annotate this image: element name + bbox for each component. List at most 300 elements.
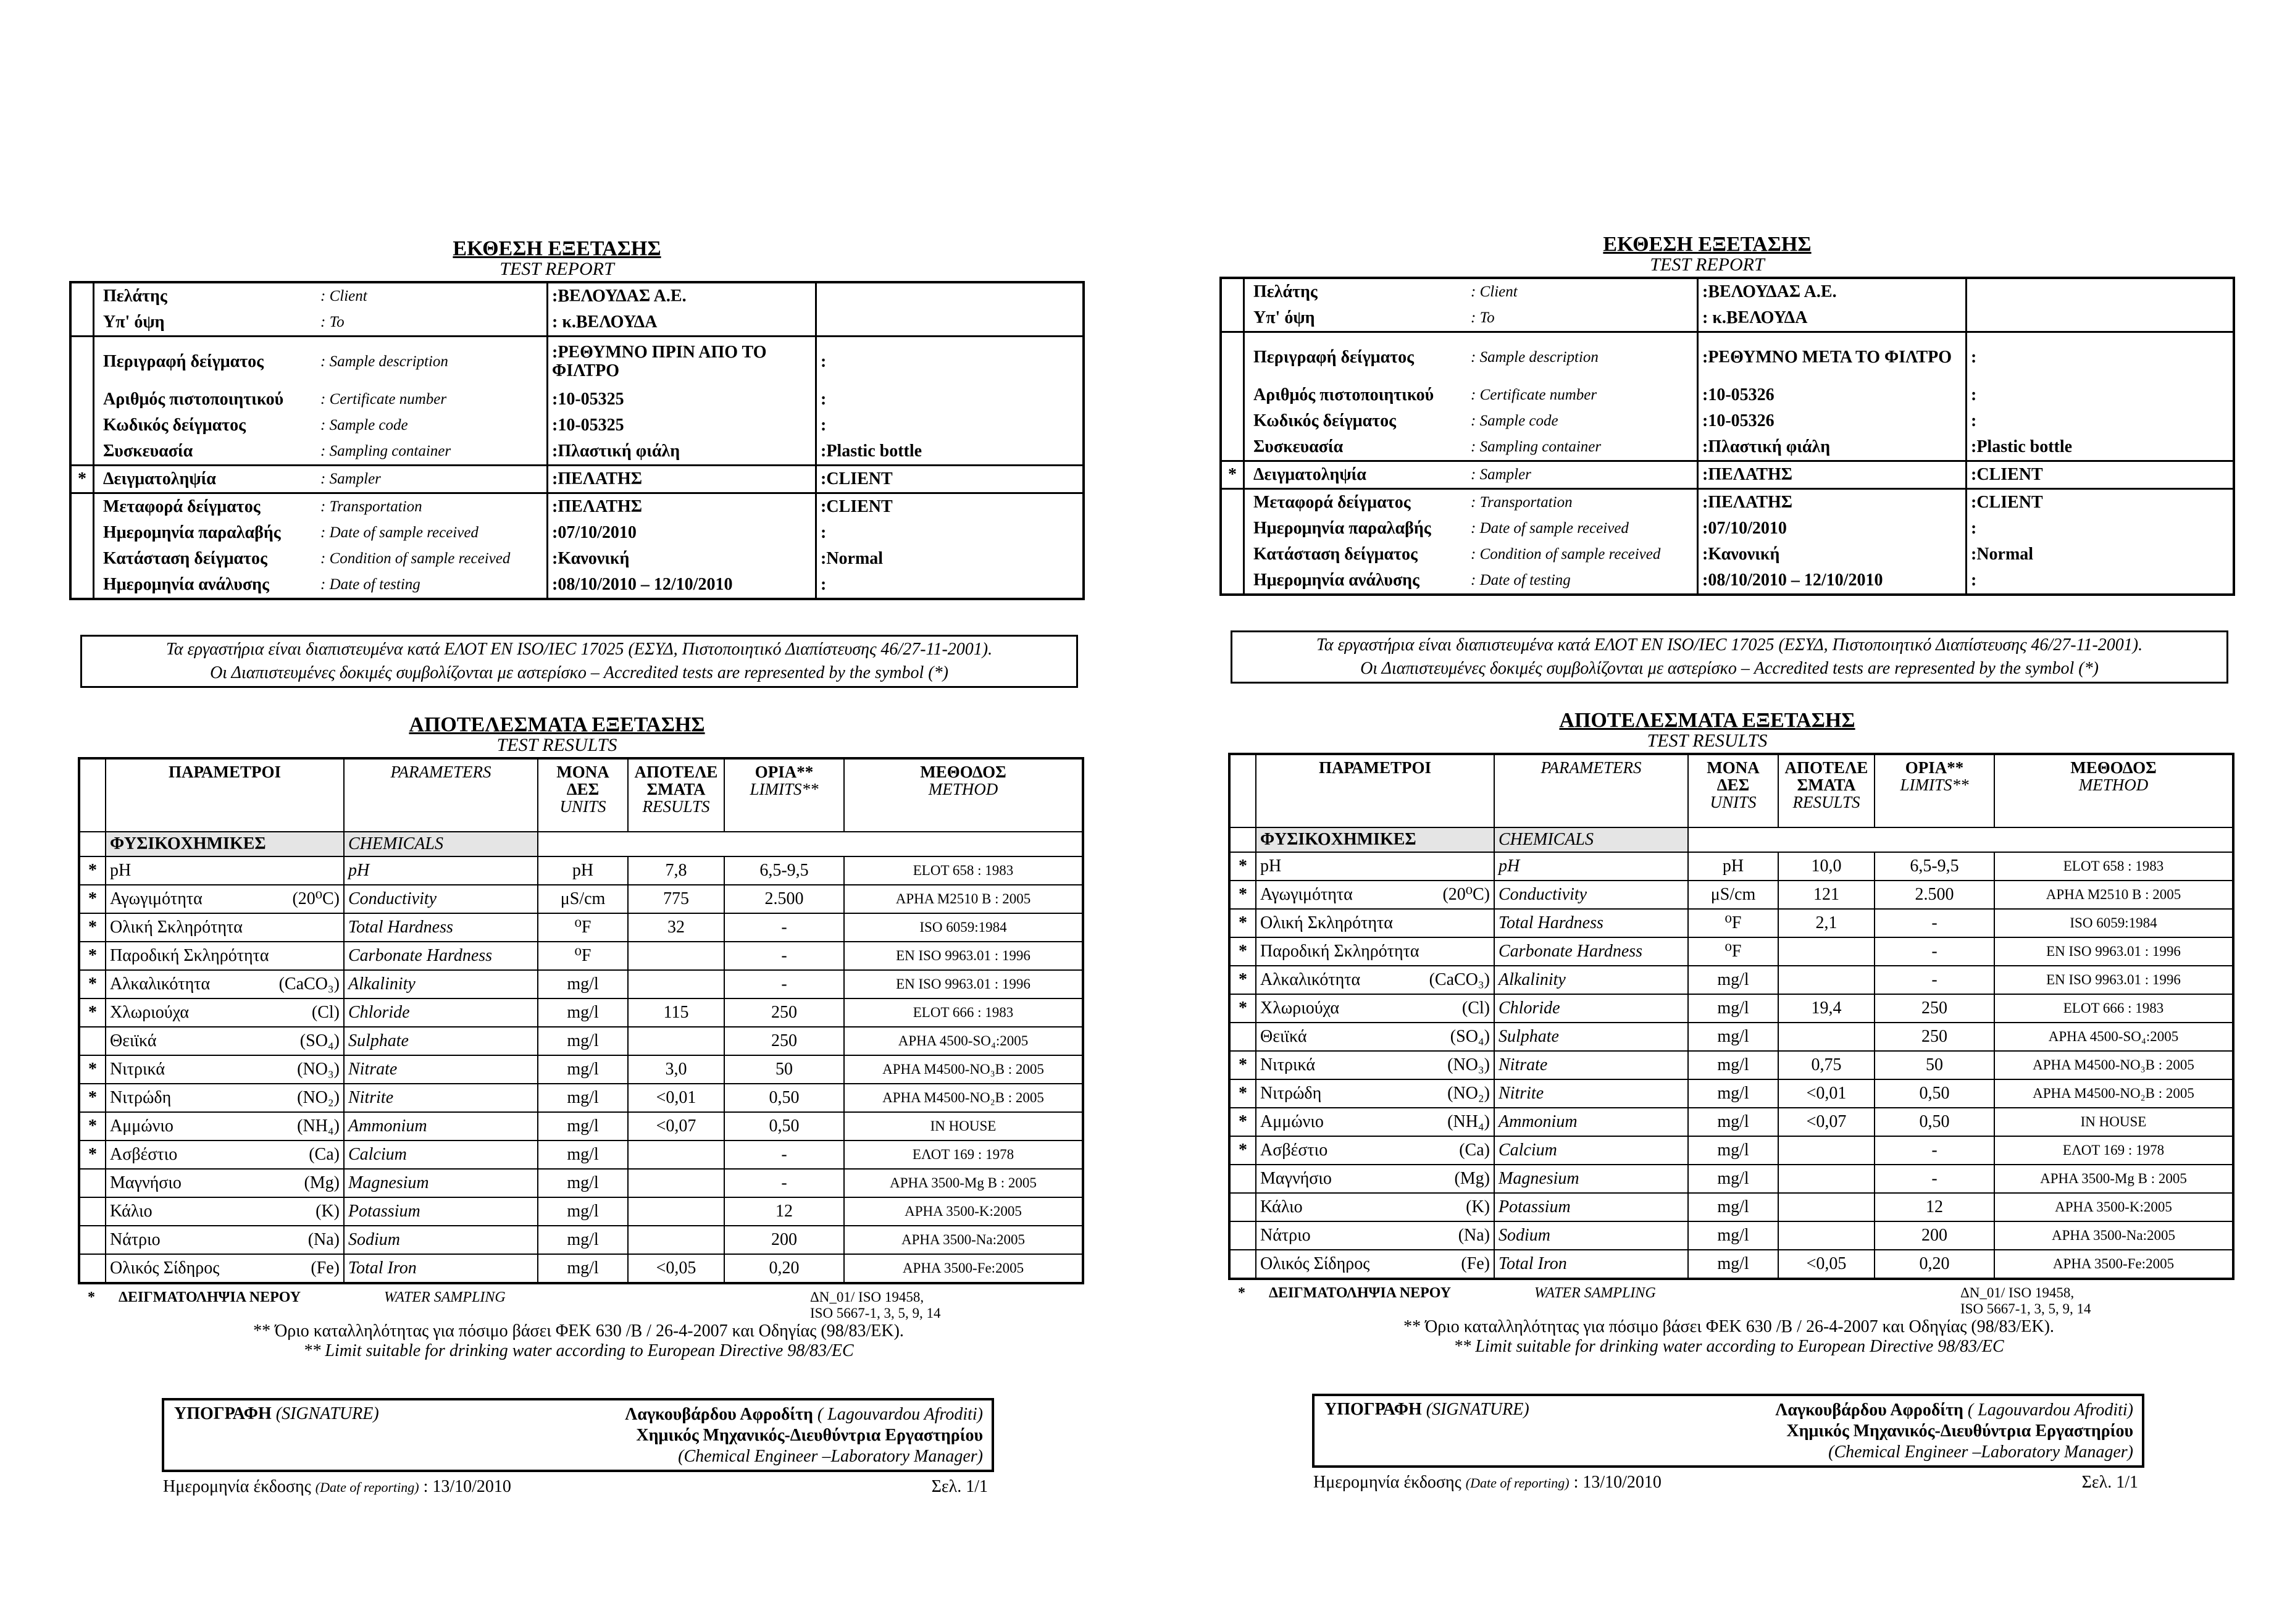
info-v1: :Πλαστική φιάλη: [1698, 434, 1967, 461]
info-row: [1221, 332, 2234, 383]
result-row: [79, 1055, 1083, 1084]
water-sampling-row: [1238, 1285, 2238, 1317]
info-star: [1221, 278, 1244, 305]
method-cell: APHA M4500-NO₃B : 2005: [1994, 1051, 2233, 1079]
header-units: ΜΟΝΑ ΔΕΣ UNITS: [1688, 754, 1778, 827]
accredited-star: [1229, 1250, 1256, 1279]
info-v2: [1967, 305, 2234, 332]
info-row: [1221, 489, 2234, 516]
header-limits: ΟΡΙΑ** LIMITS**: [1875, 754, 1994, 827]
result-cell: [1778, 966, 1875, 994]
limit-cell: 12: [724, 1197, 844, 1226]
info-v1: :07/10/2010: [1698, 516, 1967, 542]
info-star: [1221, 332, 1244, 383]
unit-cell: mg/l: [538, 1141, 628, 1169]
signature-box: [1312, 1394, 2144, 1468]
limit-cell: -: [724, 1141, 844, 1169]
unit-cell: mg/l: [538, 970, 628, 998]
method-cell: EN ISO 9963.01 : 1996: [844, 970, 1083, 998]
accredited-star: *: [1229, 852, 1256, 881]
signatory: Λαγκουβάρδου Αφροδίτη ( Lagouvardou Afroditi) Χημικός Μηχανικός-Διευθύντρια Εργαστηρίου (Chemical Engineer –Laboratory Manager): [625, 1405, 983, 1466]
info-row: [1221, 461, 2234, 489]
limit-cell: 200: [1875, 1221, 1994, 1250]
result-cell: [1778, 1193, 1875, 1221]
limit-cell: 0,50: [724, 1084, 844, 1112]
accredited-star: [1229, 1165, 1256, 1193]
results-table: [1228, 753, 2234, 1280]
parameter-gl: Αγωγιμότητα (20⁰C): [1256, 881, 1494, 909]
parameter-en: Nitrite: [1494, 1079, 1688, 1108]
report-title: ΕΚΘΕΣΗ ΕΞΕΤΑΣΗΣ: [1603, 233, 1812, 256]
info-v2: :: [1967, 408, 2234, 434]
method-cell: APHA M4500-NO₂B : 2005: [844, 1084, 1083, 1112]
parameter-gl: Ασβέστιο (Ca): [106, 1141, 344, 1169]
result-cell: [628, 970, 724, 998]
parameter-en: Total Hardness: [1494, 909, 1688, 937]
results-subtitle: TEST RESULTS: [1647, 730, 1768, 751]
result-cell: [628, 942, 724, 970]
method-cell: APHA 3500-Mg B : 2005: [1994, 1165, 2233, 1193]
info-v1: :Κανονική: [1698, 542, 1967, 567]
accredited-star: *: [1229, 966, 1256, 994]
info-v2: :: [816, 572, 1084, 599]
info-v1: :Κανονική: [548, 546, 816, 572]
info-en: : Client: [1471, 283, 1518, 300]
info-en: : Date of sample received: [1471, 520, 1629, 537]
info-gl: Υπ' όψη: [103, 312, 165, 332]
results-title: ΑΠΟΤΕΛΕΣΜΑΤΑ ΕΞΕΤΑΣΗΣ: [409, 713, 705, 736]
parameter-en: Carbonate Hardness: [344, 942, 538, 970]
parameter-en: Carbonate Hardness: [1494, 937, 1688, 966]
unit-cell: mg/l: [1688, 994, 1778, 1023]
parameter-en: Nitrate: [344, 1055, 538, 1084]
info-row: [70, 282, 1084, 309]
parameter-gl: Νάτριο (Na): [1256, 1221, 1494, 1250]
info-row: [70, 572, 1084, 599]
unit-cell: mg/l: [1688, 1023, 1778, 1051]
info-v2: :: [816, 337, 1084, 387]
info-v2: :: [1967, 567, 2234, 595]
method-cell: ISO 6059:1984: [1994, 909, 2233, 937]
issue-date: Ημερομηνία έκδοσης (Date of reporting) : 13/10/2010: [1313, 1473, 1662, 1492]
result-row: [79, 942, 1083, 970]
result-row: [1229, 937, 2233, 966]
info-gl: Κατάσταση δείγματος: [103, 549, 267, 568]
parameter-en: Potassium: [344, 1197, 538, 1226]
result-cell: <0,07: [628, 1112, 724, 1141]
method-cell: ISO 6059:1984: [844, 913, 1083, 942]
info-v1: :ΠΕΛΑΤΗΣ: [548, 466, 816, 493]
accredited-star: *: [1229, 1079, 1256, 1108]
info-v2: :Normal: [1967, 542, 2234, 567]
header-star-cell: [79, 758, 106, 832]
info-v2: :Plastic bottle: [1967, 434, 2234, 461]
result-cell: <0,05: [1778, 1250, 1875, 1279]
info-gl: Κατάσταση δείγματος: [1253, 545, 1418, 564]
info-v1: :10-05326: [1698, 382, 1967, 408]
limit-cell: -: [724, 1169, 844, 1197]
result-cell: <0,07: [1778, 1108, 1875, 1136]
result-row: [79, 1226, 1083, 1254]
info-star: [1221, 489, 1244, 516]
info-gl: Αριθμός πιστοποιητικού: [1253, 385, 1434, 404]
info-en: : To: [1471, 309, 1495, 326]
accredited-star: [79, 1226, 106, 1254]
result-row: [1229, 1193, 2233, 1221]
test-report-before-filter: [69, 238, 1088, 1497]
limit-cell: -: [1875, 937, 1994, 966]
accredited-star: *: [1229, 1051, 1256, 1079]
sampling-gl: ΔΕΙΓΜΑΤΟΛΗΨΙΑ ΝΕΡΟΥ: [1269, 1285, 1452, 1301]
info-gl: Κωδικός δείγματος: [1253, 411, 1396, 430]
header-limits: ΟΡΙΑ** LIMITS**: [724, 758, 844, 832]
result-cell: 7,8: [628, 856, 724, 885]
info-star: [1221, 516, 1244, 542]
parameter-en: Potassium: [1494, 1193, 1688, 1221]
signatory: Λαγκουβάρδου Αφροδίτη ( Lagouvardou Afroditi) Χημικός Μηχανικός-Διευθύντρια Εργαστηρίου (Chemical Engineer –Laboratory Manager): [1775, 1400, 2133, 1462]
result-row: [1229, 1051, 2233, 1079]
info-en: : Date of testing: [320, 576, 420, 593]
result-row: [79, 1084, 1083, 1112]
result-cell: <0,01: [1778, 1079, 1875, 1108]
info-v1: :08/10/2010 – 12/10/2010: [1698, 567, 1967, 595]
parameter-gl: Νιτρώδη (NO₂): [1256, 1079, 1494, 1108]
sampling-star: *: [1238, 1285, 1245, 1301]
method-cell: APHA 4500-SO₄:2005: [844, 1027, 1083, 1055]
info-v1: :ΡΕΘΥΜΝΟ ΠΡΙΝ ΑΠΟ ΤΟ ΦΙΛΤΡΟ: [548, 337, 816, 387]
result-row: [79, 1112, 1083, 1141]
report-subtitle: TEST REPORT: [1650, 254, 1765, 275]
unit-cell: mg/l: [1688, 1250, 1778, 1279]
info-v1: :10-05325: [548, 387, 816, 412]
parameter-gl: Χλωριούχα (Cl): [1256, 994, 1494, 1023]
category-gl: ΦΥΣΙΚΟΧΗΜΙΚΕΣ: [1256, 827, 1494, 852]
accredited-star: *: [1229, 937, 1256, 966]
header-parameters-en: PARAMETERS: [344, 758, 538, 832]
result-cell: <0,01: [628, 1084, 724, 1112]
result-cell: 0,75: [1778, 1051, 1875, 1079]
signature-box: [162, 1398, 994, 1472]
limit-cell: 250: [724, 1027, 844, 1055]
method-cell: APHA 3500-Na:2005: [1994, 1221, 2233, 1250]
info-v2: :: [1967, 382, 2234, 408]
parameter-en: Sodium: [1494, 1221, 1688, 1250]
unit-cell: mg/l: [1688, 1193, 1778, 1221]
method-cell: ΕΛΟΤ 169 : 1978: [844, 1141, 1083, 1169]
unit-cell: mg/l: [1688, 1221, 1778, 1250]
method-cell: IN HOUSE: [1994, 1108, 2233, 1136]
limit-cell: -: [1875, 1165, 1994, 1193]
info-row: [1221, 567, 2234, 595]
result-row: [1229, 1136, 2233, 1165]
limit-cell: 6,5-9,5: [724, 856, 844, 885]
result-row: [1229, 966, 2233, 994]
info-row: [1221, 408, 2234, 434]
parameter-gl: Νιτρικά (NO₃): [1256, 1051, 1494, 1079]
result-cell: [628, 1027, 724, 1055]
parameter-en: Magnesium: [1494, 1165, 1688, 1193]
info-en: : Sampling container: [320, 443, 451, 459]
unit-cell: mg/l: [1688, 1051, 1778, 1079]
result-row: [1229, 1079, 2233, 1108]
parameter-en: Nitrite: [344, 1084, 538, 1112]
info-en: : Date of sample received: [320, 524, 479, 541]
result-cell: [1778, 937, 1875, 966]
parameter-en: Magnesium: [344, 1169, 538, 1197]
results-table: [78, 757, 1084, 1284]
info-v2: [816, 282, 1084, 309]
info-star: *: [1221, 461, 1244, 489]
page-number: Σελ. 1/1: [931, 1477, 988, 1496]
method-cell: EN ISO 9963.01 : 1996: [1994, 966, 2233, 994]
accredited-star: *: [1229, 1136, 1256, 1165]
category-en: CHEMICALS: [1494, 827, 1688, 852]
parameter-en: Calcium: [344, 1141, 538, 1169]
info-gl: Ημερομηνία παραλαβής: [103, 523, 281, 542]
info-star: [70, 412, 94, 438]
sample-info-table: [69, 281, 1085, 600]
info-en: : Certificate number: [320, 391, 447, 408]
result-cell: 32: [628, 913, 724, 942]
parameter-gl: Αμμώνιο (NH₄): [106, 1112, 344, 1141]
info-gl: Δειγματοληψία: [1244, 461, 1468, 489]
accredited-star: *: [1229, 994, 1256, 1023]
result-row: [79, 1027, 1083, 1055]
info-row: [70, 438, 1084, 466]
result-row: [1229, 1221, 2233, 1250]
info-v1: :ΡΕΘΥΜΝΟ ΜΕΤΑ ΤΟ ΦΙΛΤΡΟ: [1698, 332, 1967, 383]
accredited-star: [1229, 1193, 1256, 1221]
info-star: [1221, 408, 1244, 434]
result-row: [1229, 1023, 2233, 1051]
info-star: [70, 438, 94, 466]
unit-cell: mg/l: [1688, 1079, 1778, 1108]
result-row: [79, 856, 1083, 885]
info-gl: Περιγραφή δείγματος: [1244, 332, 1468, 383]
result-row: [79, 970, 1083, 998]
result-cell: 775: [628, 885, 724, 913]
results-title: ΑΠΟΤΕΛΕΣΜΑΤΑ ΕΞΕΤΑΣΗΣ: [1559, 709, 1855, 732]
method-cell: APHA 3500-Fe:2005: [844, 1254, 1083, 1283]
method-cell: APHA M2510 B : 2005: [1994, 881, 2233, 909]
info-gl: Ημερομηνία παραλαβής: [1253, 519, 1431, 538]
parameter-gl: pH: [1256, 852, 1494, 881]
info-row: [70, 387, 1084, 412]
result-cell: [1778, 1023, 1875, 1051]
category-en: CHEMICALS: [344, 832, 538, 856]
limit-cell: 0,50: [724, 1112, 844, 1141]
parameter-en: Conductivity: [344, 885, 538, 913]
parameter-en: Alkalinity: [1494, 966, 1688, 994]
info-en: : Sampler: [1467, 461, 1698, 489]
accredited-star: [1229, 1221, 1256, 1250]
method-cell: ELOT 666 : 1983: [844, 998, 1083, 1027]
limit-cell: -: [1875, 1136, 1994, 1165]
parameter-gl: Παροδική Σκληρότητα: [1256, 937, 1494, 966]
info-row: [70, 309, 1084, 337]
header-method: ΜΕΘΟΔΟΣ METHOD: [1994, 754, 2233, 827]
accreditation-line-1: Τα εργαστήρια είναι διαπιστευμένα κατά ΕΛΟΤ ΕΝ ISO/IEC 17025 (ΕΣΥΔ, Πιστοποιητικό Διαπίστευσης 46/27-11-2001).: [165, 640, 993, 659]
method-cell: EN ISO 9963.01 : 1996: [844, 942, 1083, 970]
unit-cell: mg/l: [538, 1169, 628, 1197]
method-cell: APHA 3500-K:2005: [1994, 1193, 2233, 1221]
limit-cell: 6,5-9,5: [1875, 852, 1994, 881]
info-row: [70, 412, 1084, 438]
info-gl: Μεταφορά δείγματος: [94, 493, 317, 521]
header-results: ΑΠΟΤΕΛΕ ΣΜΑΤΑ RESULTS: [1778, 754, 1875, 827]
result-row: [79, 998, 1083, 1027]
method-cell: APHA M4500-NO₃B : 2005: [844, 1055, 1083, 1084]
category-filler: [1688, 827, 2233, 852]
info-row: [1221, 305, 2234, 332]
info-star: [1221, 382, 1244, 408]
result-row: [1229, 1165, 2233, 1193]
parameter-gl: Αμμώνιο (NH₄): [1256, 1108, 1494, 1136]
limit-cell: 2.500: [1875, 881, 1994, 909]
info-en: : Certificate number: [1471, 387, 1597, 403]
info-gl: Περιγραφή δείγματος: [94, 337, 317, 387]
category-filler: [538, 832, 1083, 856]
results-subtitle: TEST RESULTS: [496, 735, 617, 755]
parameter-gl: Ολικός Σίδηρος (Fe): [1256, 1250, 1494, 1279]
unit-cell: mg/l: [538, 1027, 628, 1055]
accredited-star: *: [1229, 909, 1256, 937]
accredited-star: [79, 1254, 106, 1283]
unit-cell: pH: [538, 856, 628, 885]
info-en: : Date of testing: [1471, 572, 1571, 588]
accredited-star: *: [79, 1055, 106, 1084]
info-star: [70, 309, 94, 337]
unit-cell: ⁰F: [1688, 937, 1778, 966]
info-v2: :: [816, 520, 1084, 546]
info-gl: Συσκευασία: [103, 442, 193, 461]
result-cell: [628, 1197, 724, 1226]
accredited-star: *: [1229, 1108, 1256, 1136]
category-row: [79, 832, 1083, 856]
results-header-row: [79, 758, 1083, 832]
info-row: [70, 546, 1084, 572]
info-v2: :Plastic bottle: [816, 438, 1084, 466]
parameter-en: Total Iron: [344, 1254, 538, 1283]
sampling-en: WATER SAMPLING: [384, 1289, 506, 1305]
info-v2: :CLIENT: [816, 493, 1084, 521]
parameter-en: Chloride: [1494, 994, 1688, 1023]
method-cell: APHA 3500-Fe:2005: [1994, 1250, 2233, 1279]
info-star: [70, 282, 94, 309]
parameter-gl: Ασβέστιο (Ca): [1256, 1136, 1494, 1165]
parameter-gl: Νάτριο (Na): [106, 1226, 344, 1254]
parameter-en: Total Iron: [1494, 1250, 1688, 1279]
accredited-star: *: [79, 970, 106, 998]
category-star: [1229, 827, 1256, 852]
unit-cell: mg/l: [1688, 1108, 1778, 1136]
unit-cell: mg/l: [538, 1112, 628, 1141]
unit-cell: mg/l: [1688, 1165, 1778, 1193]
parameter-gl: Μαγνήσιο (Mg): [106, 1169, 344, 1197]
info-star: [70, 572, 94, 599]
info-star: *: [70, 466, 94, 493]
parameter-en: Sodium: [344, 1226, 538, 1254]
info-row: [1221, 434, 2234, 461]
info-en: : Sampler: [317, 466, 548, 493]
accreditation-line-2: Οι Διαπιστευμένες δοκιμές συμβολίζονται με αστερίσκο – Accredited tests are represented by the symbol (*): [210, 663, 948, 682]
info-row: [70, 337, 1084, 387]
result-row: [79, 1169, 1083, 1197]
limit-cell: -: [724, 970, 844, 998]
info-star: [70, 493, 94, 521]
limit-cell: -: [724, 942, 844, 970]
accredited-star: [1229, 1023, 1256, 1051]
method-cell: APHA 3500-Mg B : 2005: [844, 1169, 1083, 1197]
info-star: [70, 546, 94, 572]
accredited-star: *: [79, 913, 106, 942]
category-gl: ΦΥΣΙΚΟΧΗΜΙΚΕΣ: [106, 832, 344, 856]
accreditation-line-2: Οι Διαπιστευμένες δοκιμές συμβολίζονται με αστερίσκο – Accredited tests are represented by the symbol (*): [1360, 659, 2099, 678]
result-row: [1229, 1108, 2233, 1136]
category-star: [79, 832, 106, 856]
info-gl: Συσκευασία: [1253, 437, 1344, 456]
header-parameters-gl: ΠΑΡΑΜΕΤΡΟΙ: [106, 758, 344, 832]
parameter-en: Nitrate: [1494, 1051, 1688, 1079]
result-cell: 121: [1778, 881, 1875, 909]
result-cell: [1778, 1136, 1875, 1165]
method-cell: APHA 3500-K:2005: [844, 1197, 1083, 1226]
water-sampling-row: [88, 1289, 1088, 1321]
result-row: [1229, 909, 2233, 937]
parameter-gl: Χλωριούχα (Cl): [106, 998, 344, 1027]
info-v1: :ΠΕΛΑΤΗΣ: [548, 493, 816, 521]
sample-info-table: [1219, 277, 2235, 596]
limit-cell: 250: [1875, 994, 1994, 1023]
page-number: Σελ. 1/1: [2081, 1473, 2138, 1492]
limit-cell: 0,50: [1875, 1079, 1994, 1108]
parameter-en: Total Hardness: [344, 913, 538, 942]
unit-cell: mg/l: [538, 1197, 628, 1226]
method-cell: ΕΛΟΤ 169 : 1978: [1994, 1136, 2233, 1165]
info-star: [1221, 567, 1244, 595]
unit-cell: mg/l: [538, 1055, 628, 1084]
info-row: [70, 520, 1084, 546]
header-parameters-gl: ΠΑΡΑΜΕΤΡΟΙ: [1256, 754, 1494, 827]
unit-cell: μS/cm: [1688, 881, 1778, 909]
parameter-en: Sulphate: [344, 1027, 538, 1055]
header-star-cell: [1229, 754, 1256, 827]
limit-cell: 0,20: [724, 1254, 844, 1283]
info-row: [70, 493, 1084, 521]
sampling-method: ΔΝ_01/ ISO 19458, ISO 5667-1, 3, 5, 9, 14: [1960, 1285, 2091, 1316]
accredited-star: *: [1229, 881, 1256, 909]
info-gl: Μεταφορά δείγματος: [1244, 489, 1468, 516]
limit-cell: 0,20: [1875, 1250, 1994, 1279]
report-subtitle: TEST REPORT: [500, 259, 614, 279]
parameter-gl: Θειϊκά (SO₄): [106, 1027, 344, 1055]
unit-cell: mg/l: [538, 1254, 628, 1283]
unit-cell: ⁰F: [1688, 909, 1778, 937]
info-row: [1221, 542, 2234, 567]
result-row: [1229, 1250, 2233, 1279]
result-cell: [628, 1226, 724, 1254]
parameter-gl: Κάλιο (K): [106, 1197, 344, 1226]
method-cell: ELOT 658 : 1983: [844, 856, 1083, 885]
parameter-gl: Παροδική Σκληρότητα: [106, 942, 344, 970]
limit-cell: 50: [724, 1055, 844, 1084]
info-row: [1221, 382, 2234, 408]
accredited-star: [79, 1027, 106, 1055]
parameter-en: Ammonium: [1494, 1108, 1688, 1136]
sampling-method: ΔΝ_01/ ISO 19458, ISO 5667-1, 3, 5, 9, 14: [810, 1289, 941, 1321]
accreditation-line-1: Τα εργαστήρια είναι διαπιστευμένα κατά ΕΛΟΤ ΕΝ ISO/IEC 17025 (ΕΣΥΔ, Πιστοποιητικό Διαπίστευσης 46/27-11-2001).: [1316, 635, 2143, 655]
result-cell: 19,4: [1778, 994, 1875, 1023]
